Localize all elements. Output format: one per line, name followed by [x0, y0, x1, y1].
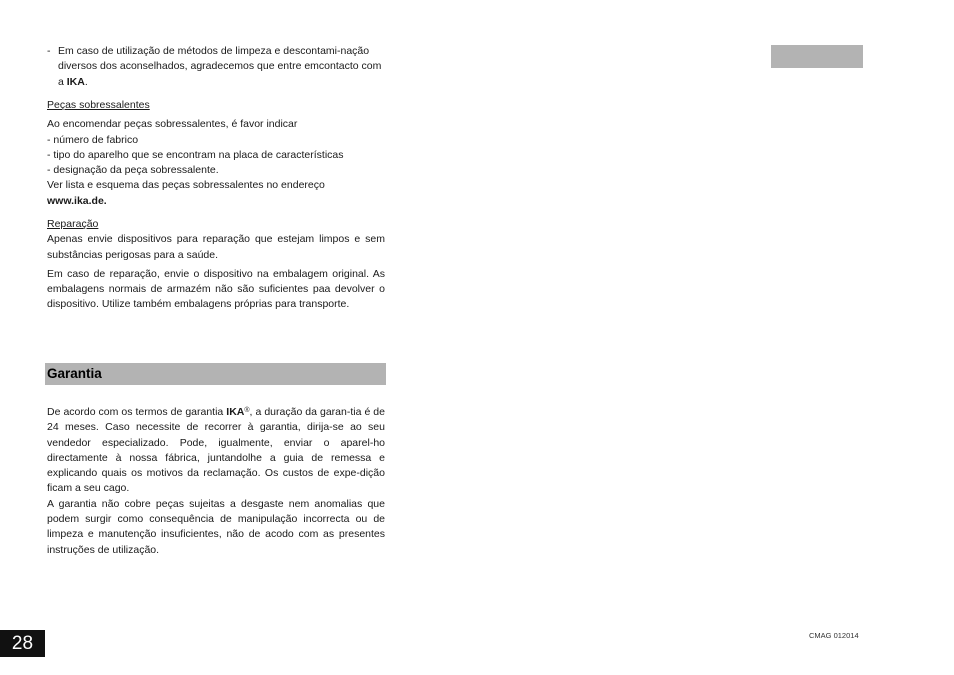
ika-website-link[interactable]: www.ika.de. [47, 194, 107, 207]
warranty-section [47, 405, 385, 558]
document-code: CMAG 012014 [809, 631, 859, 640]
spare-parts-item: - tipo do aparelho que se encontram na placa de características [47, 148, 344, 161]
warranty-text: De acordo com os termos de garantia [47, 406, 227, 418]
spare-parts-see-list: Ver lista e esquema das peças sobressalentes no endereço [47, 179, 325, 192]
cleaning-note [47, 44, 385, 90]
spare-parts-item: - designação da peça sobressalente. [47, 164, 219, 177]
repair-paragraph: Apenas envie dispositivos para reparação que estejam limpos e sem substâncias perigosas para a saúde. [47, 233, 385, 261]
cleaning-note-end: . [84, 75, 88, 88]
registered-mark: ® [244, 407, 250, 414]
ika-brand: IKA [66, 75, 85, 88]
warranty-paragraph: A garantia não cobre peças sujeitas a desgaste nem anomalias que podem surgir como consequência de manipulação incorrecta ou de limpeza e manutenção insuficientes, não de acodo com as presentes instruções de utilização. [47, 497, 385, 556]
spare-parts-intro: Ao encomendar peças sobressalentes, é favor indicar [47, 118, 298, 131]
warranty-text: , a duração da garan-tia é de 24 meses. Caso necessite de recorrer à garantia, dirija-se ao seu vendedor especializado. Pode, igualmente, enviar o aparel-ho directamente à nossa fábrica, juntandolhe a guia de remessa e explicando quais os motivos da reclamação. Os custos de expe-dição ficam a seu cago. [47, 406, 385, 495]
spare-parts-section [47, 98, 385, 209]
warranty-paragraph [47, 405, 385, 497]
ika-brand: IKA [226, 406, 245, 418]
repair-section [47, 217, 385, 313]
list-dash: - [47, 45, 51, 57]
page-number: 28 [0, 630, 45, 657]
cleaning-note-text: Em caso de utilização de métodos de limpeza e descontami-nação diversos dos aconselhados, agradecemos que entre emcontacto com a [58, 45, 382, 88]
spare-parts-heading: Peças sobressalentes [47, 99, 150, 111]
warranty-title: Garantia [47, 366, 102, 381]
repair-heading: Reparação [47, 218, 99, 230]
repair-paragraph: Em caso de reparação, envie o dispositivo na embalagem original. As embalagens normais de armazém não são suficientes paa devolver o dispositivo. Utilize também embalagens próprias para transporte. [47, 267, 385, 311]
cleaning-note-item [47, 44, 385, 90]
language-tab-box [771, 45, 863, 68]
spare-parts-item: - número de fabrico [47, 133, 139, 146]
warranty-header-bar [45, 363, 386, 385]
